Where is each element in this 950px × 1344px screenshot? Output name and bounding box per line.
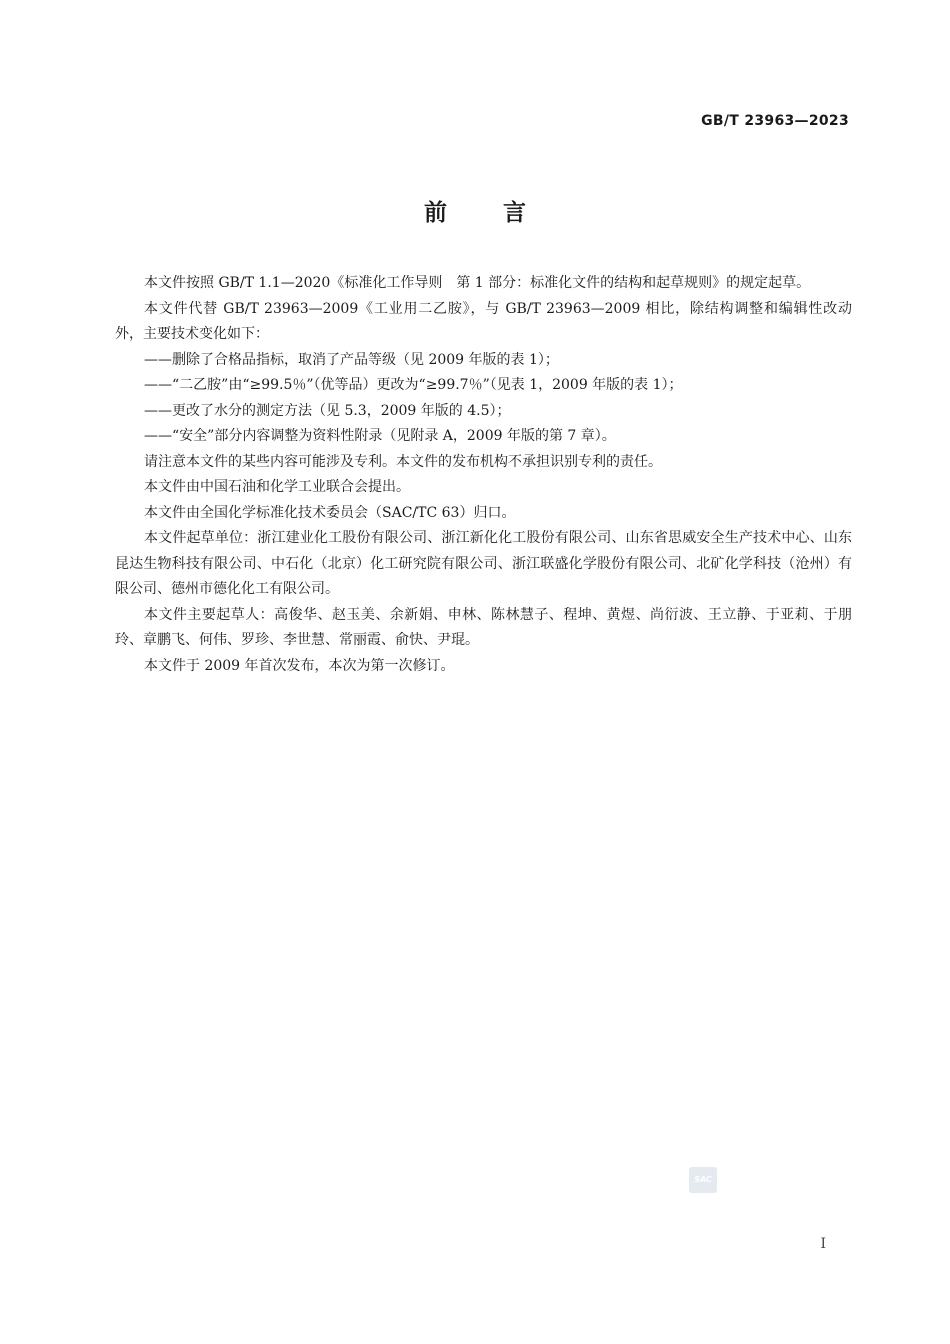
change-item: ——删除了合格品指标，取消了产品等级（见 2009 年版的表 1）； bbox=[144, 351, 559, 368]
sac-watermark-logo: SAC bbox=[689, 1167, 717, 1193]
change-item: ——“安全”部分内容调整为资料性附录（见附录 A，2009 年版的第 7 章）。 bbox=[144, 428, 616, 444]
paragraph-drafting-rules: 本文件按照 GB/T 1.1—2020《标准化工作导则 第 1 部分：标准化文件的结构和起草规则》的规定起草。 bbox=[144, 275, 811, 291]
paragraph-patent-notice: 请注意本文件的某些内容可能涉及专利。本文件的发布机构不承担识别专利的责任。 bbox=[144, 453, 662, 470]
paragraph-proposed-by: 本文件由中国石油和化学工业联合会提出。 bbox=[144, 479, 410, 495]
change-item: ——更改了水分的测定方法（见 5.3，2009 年版的 4.5）； bbox=[144, 402, 511, 419]
change-item: ——“二乙胺”由“≥99.5％”（优等品）更改为“≥99.7％”（见表 1，2009 年版的表 1）； bbox=[144, 377, 683, 393]
page-number: I bbox=[820, 1236, 826, 1252]
paragraph-under-jurisdiction: 本文件由全国化学标准化技术委员会（SAC/TC 63）归口。 bbox=[144, 504, 516, 521]
foreword-body bbox=[115, 271, 852, 679]
paragraph-publication-history: 本文件于 2009 年首次发布，本次为第一次修订。 bbox=[144, 657, 455, 674]
paragraph-replaces: 本文件代替 GB/T 23963—2009《工业用二乙胺》，与 GB/T 23963—2009 相比，除结构调整和编辑性改动外，主要技术变化如下： bbox=[115, 300, 852, 342]
paragraph-drafters: 本文件主要起草人：高俊华、赵玉美、余新娟、申林、陈林慧子、程坤、黄煜、尚衍波、王立静、于亚莉、于朋玲、章鹏飞、何伟、罗珍、李世慧、常丽霞、俞快、尹琨。 bbox=[115, 606, 852, 648]
standard-number: GB/T 23963—2023 bbox=[701, 113, 849, 129]
page-title: 前言 bbox=[424, 200, 582, 226]
paragraph-drafting-units: 本文件起草单位：浙江建业化工股份有限公司、浙江新化化工股份有限公司、山东省思威安全生产技术中心、山东昆达生物科技有限公司、中石化（北京）化工研究院有限公司、浙江联盛化学股份有限公司、北矿化学科技（沧州）有限公司、德州市德化化工有限公司。 bbox=[115, 530, 852, 597]
